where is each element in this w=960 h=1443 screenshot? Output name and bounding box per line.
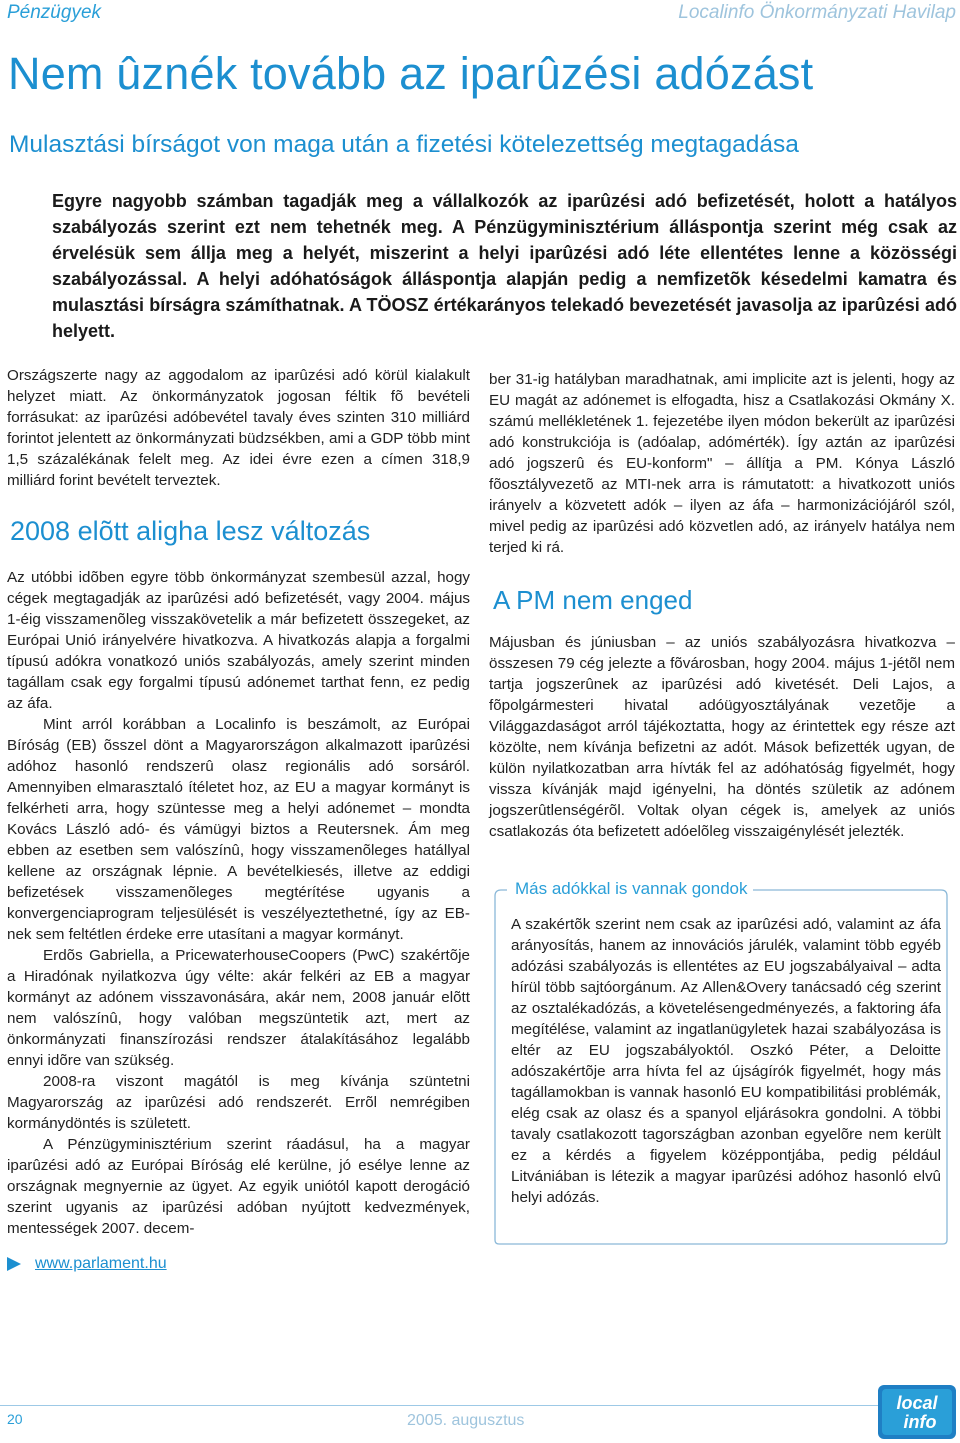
footer-date: 2005. augusztus xyxy=(407,1412,525,1429)
body-paragraph: A Pénzügyminisztérium szerint ráadásul, ha a magyar iparûzési adó az Európai Bíróság elé kerülne, jó esélye lenne az országnak megnyernie az ügyet. Az egyik uniótól kapott derogáció szerint ugyanis az iparûzési adóban nyújtott kedvezmények, mentességek 2007. decem- xyxy=(7,1136,470,1237)
section-heading: A PM nem enged xyxy=(493,585,693,615)
page-number: 20 xyxy=(7,1411,23,1427)
body-paragraph: Mint arról korábban a Localinfo is beszámolt, az Európai Bíróság (EB) õsszel dönt a Magyarországon alkalmazott iparûzési adóhoz hasonló rendszerû olasz regionális adó sorsáról. Amennyiben elmarasztaló ítéletet hoz, az EU a magyar kormányt is felkérheti arra, hogy szüntesse meg a helyi adónemet – mondta Kovács László adó- és vámügyi biztos a Reutersnek. Ám meg ebben az esetben sem valószínû, hogy visszamenõleges hatállyal kellene az országnak lépnie. A bevételkiesés, illetve az eddigi befizetések visszamenõleges megtérítése ugyanis a konvergenciaprogram teljesülését is veszélyeztethetné, így az EB-nek sem feltétlen érdeke erre utasítani a magyar kormányt. xyxy=(7,716,470,943)
footer-rule xyxy=(0,1405,880,1406)
article-lead: Egyre nagyobb számban tagadják meg a vállalkozók az iparûzési adó befizetését, holott a hatályos szabályozás szerint ezt nem tehetnék meg. A Pénzügyminisztérium álláspontja szerint még csak az érvelésük sem állja meg a helyét, miszerint a helyi iparûzési adó léte ellentétes lenne a közösségi szabályozással. A helyi adóhatóságok álláspontja alapján pedig a nemfizetõk késedelmi kamatra és mulasztási bírságra számíthatnak. A TÖOSZ értékarányos telekadó bevezetését javasolja az iparûzési adó helyett. xyxy=(52,191,957,341)
logo-text-bottom: info xyxy=(903,1412,937,1432)
body-paragraph: Országszerte nagy az aggodalom az iparûzési adó körül kialakult helyzet miatt. Az önkormányzatok jogosan féltik fõ bevételi forrásukat: az iparûzési adóbevétel tavaly éves szinten 310 milliárd forintot jelentett az önkormányzati büdzsékben, ami a GDP több mint 1,5 százalékának felelt meg. Az idei évre ezen a címen 318,9 milliárd forint bevételt terveztek. xyxy=(7,367,470,489)
reference-link-row xyxy=(7,1253,470,1274)
sidebar-title: Más adókkal is vannak gondok xyxy=(515,878,753,900)
section-label: Pénzügyek xyxy=(7,2,102,23)
article-title: Nem ûznék tovább az iparûzési adózást xyxy=(8,48,814,99)
parlament-link[interactable]: www.parlament.hu xyxy=(35,1255,167,1272)
sidebar-box xyxy=(493,866,949,1246)
body-paragraph: Erdõs Gabriella, a PricewaterhouseCoopers (PwC) szakértõje a Hiradónak nyilatkozva úgy vélte: akár felkéri az EB a magyar kormányt az adónem visszavonására, akár nem, 2008 január elõtt nem valószínû, hogy valóban megszüntetik azt, mert az önkormányzati finanszírozási rendszer átalakításához legalább ennyi idõre van szükség. xyxy=(7,947,470,1069)
article-subtitle: Mulasztási bírságot von maga után a fizetési kötelezettség megtagadása xyxy=(9,131,799,158)
section-heading: 2008 elõtt aligha lesz változás xyxy=(10,516,371,546)
right-column xyxy=(489,369,955,1246)
sidebar-text: A szakértõk szerint nem csak az iparûzési adó, valamint az áfa arányosítás, hanem az innovációs járulék, valamint több egyéb adózási szabályozás is ellentétes az EU jogszabályaival – adta hírül több sajtóorgánum. Az Allen&Overy tanácsadó cég szerint az osztalékadózás, a követelésengedményezés, a faktoring áfa megítélése, valamint az ingatlanügyletek hazai szabályozása is eltér az EU jogszabályoktól. Oszkó Péter, a Deloitte adószakértõje arra hívta fel az újságírók figyelmét, hogy más tagállamokban is vannak hasonló EU kompatibilitási problémák, elég csak az olasz és a spanyol eljárásokra gondolni. A többi tavaly csatlakozott tagországban azonban egyelõre nem került ez a kérdés a figyelem középpontjába, pedig például Litvániában is létezik a magyar iparûzési adóhoz hasonló elvû helyi adózás. xyxy=(511,916,941,1206)
localinfo-logo xyxy=(878,1385,956,1439)
body-paragraph: Az utóbbi idõben egyre több önkormányzat szembesül azzal, hogy cégek megtagadják az iparûzési adó befizetését, vagy 2004. május 1-éig visszamenõleg visszakövetelik a már befizetett összegeket, az Európai Unió irányelvére hivatkozva. A hivatkozás alapja a forgalmi típusú adókra vonatkozó uniós szabályozás, amely szerint minden tagállam csak egy forgalmi típusú adónemet tarthat fenn, ez pedig az áfa. xyxy=(7,569,470,712)
body-paragraph: Májusban és júniusban – az uniós szabályozásra hivatkozva – összesen 79 cég jelezte a fõvárosban, hogy 2004. május 1-jétõl nem tartja jogszerûnek az iparûzési adó kivetését. Deli Lajos, a fõpolgármesteri hivatal adóügyosztályának vezetõje a Világgazdaságot arról tájékoztatta, hogy az érintettek egy része azt közölte, nem kívánja befizetni az adót. Mások befizették ugyan, de külön nyilatkozatban arra hívták fel az adóhatóság figyelmét, hogy vissza kívánják majd igényelni, ha döntés születik az adónem jogszerûtlenségérõl. Voltak olyan cégek is, amelyek az uniós csatlakozás óta befizetett adóelõleg visszaigénylését jelezték. xyxy=(489,634,955,840)
body-paragraph: 2008-ra viszont magától is meg kívánja szüntetni Magyarország az iparûzési adó rendszerét. Errõl nemrégiben kormánydöntés is született. xyxy=(7,1073,470,1132)
arrow-right-icon xyxy=(7,1257,21,1271)
body-paragraph: ber 31-ig hatályban maradhatnak, ami implicite azt is jelenti, hogy az EU magát az adónemet is elfogadta, hisz a Csatlakozási Okmány X. számú mellékletének 1. fejezetébe ilyen módon bekerült az iparûzési adó konstrukciója is (adóalap, adómérték). Így aztán az iparûzési adó jogszerû és EU-konform" – állítja a PM. Kónya László fõosztályvezetõ az MTI-nek arra is rámutatott: a hivatkozott uniós irányelv a közvetett adók – ilyen az áfa – harmonizációjáról szól, mivel pedig az iparûzési adó közvetlen adó, az irányelv hatálya nem terjed ki rá. xyxy=(489,371,955,556)
logo-text-top: local xyxy=(896,1393,938,1413)
magazine-name: Localinfo Önkormányzati Havilap xyxy=(678,2,956,23)
left-column xyxy=(7,365,470,1274)
